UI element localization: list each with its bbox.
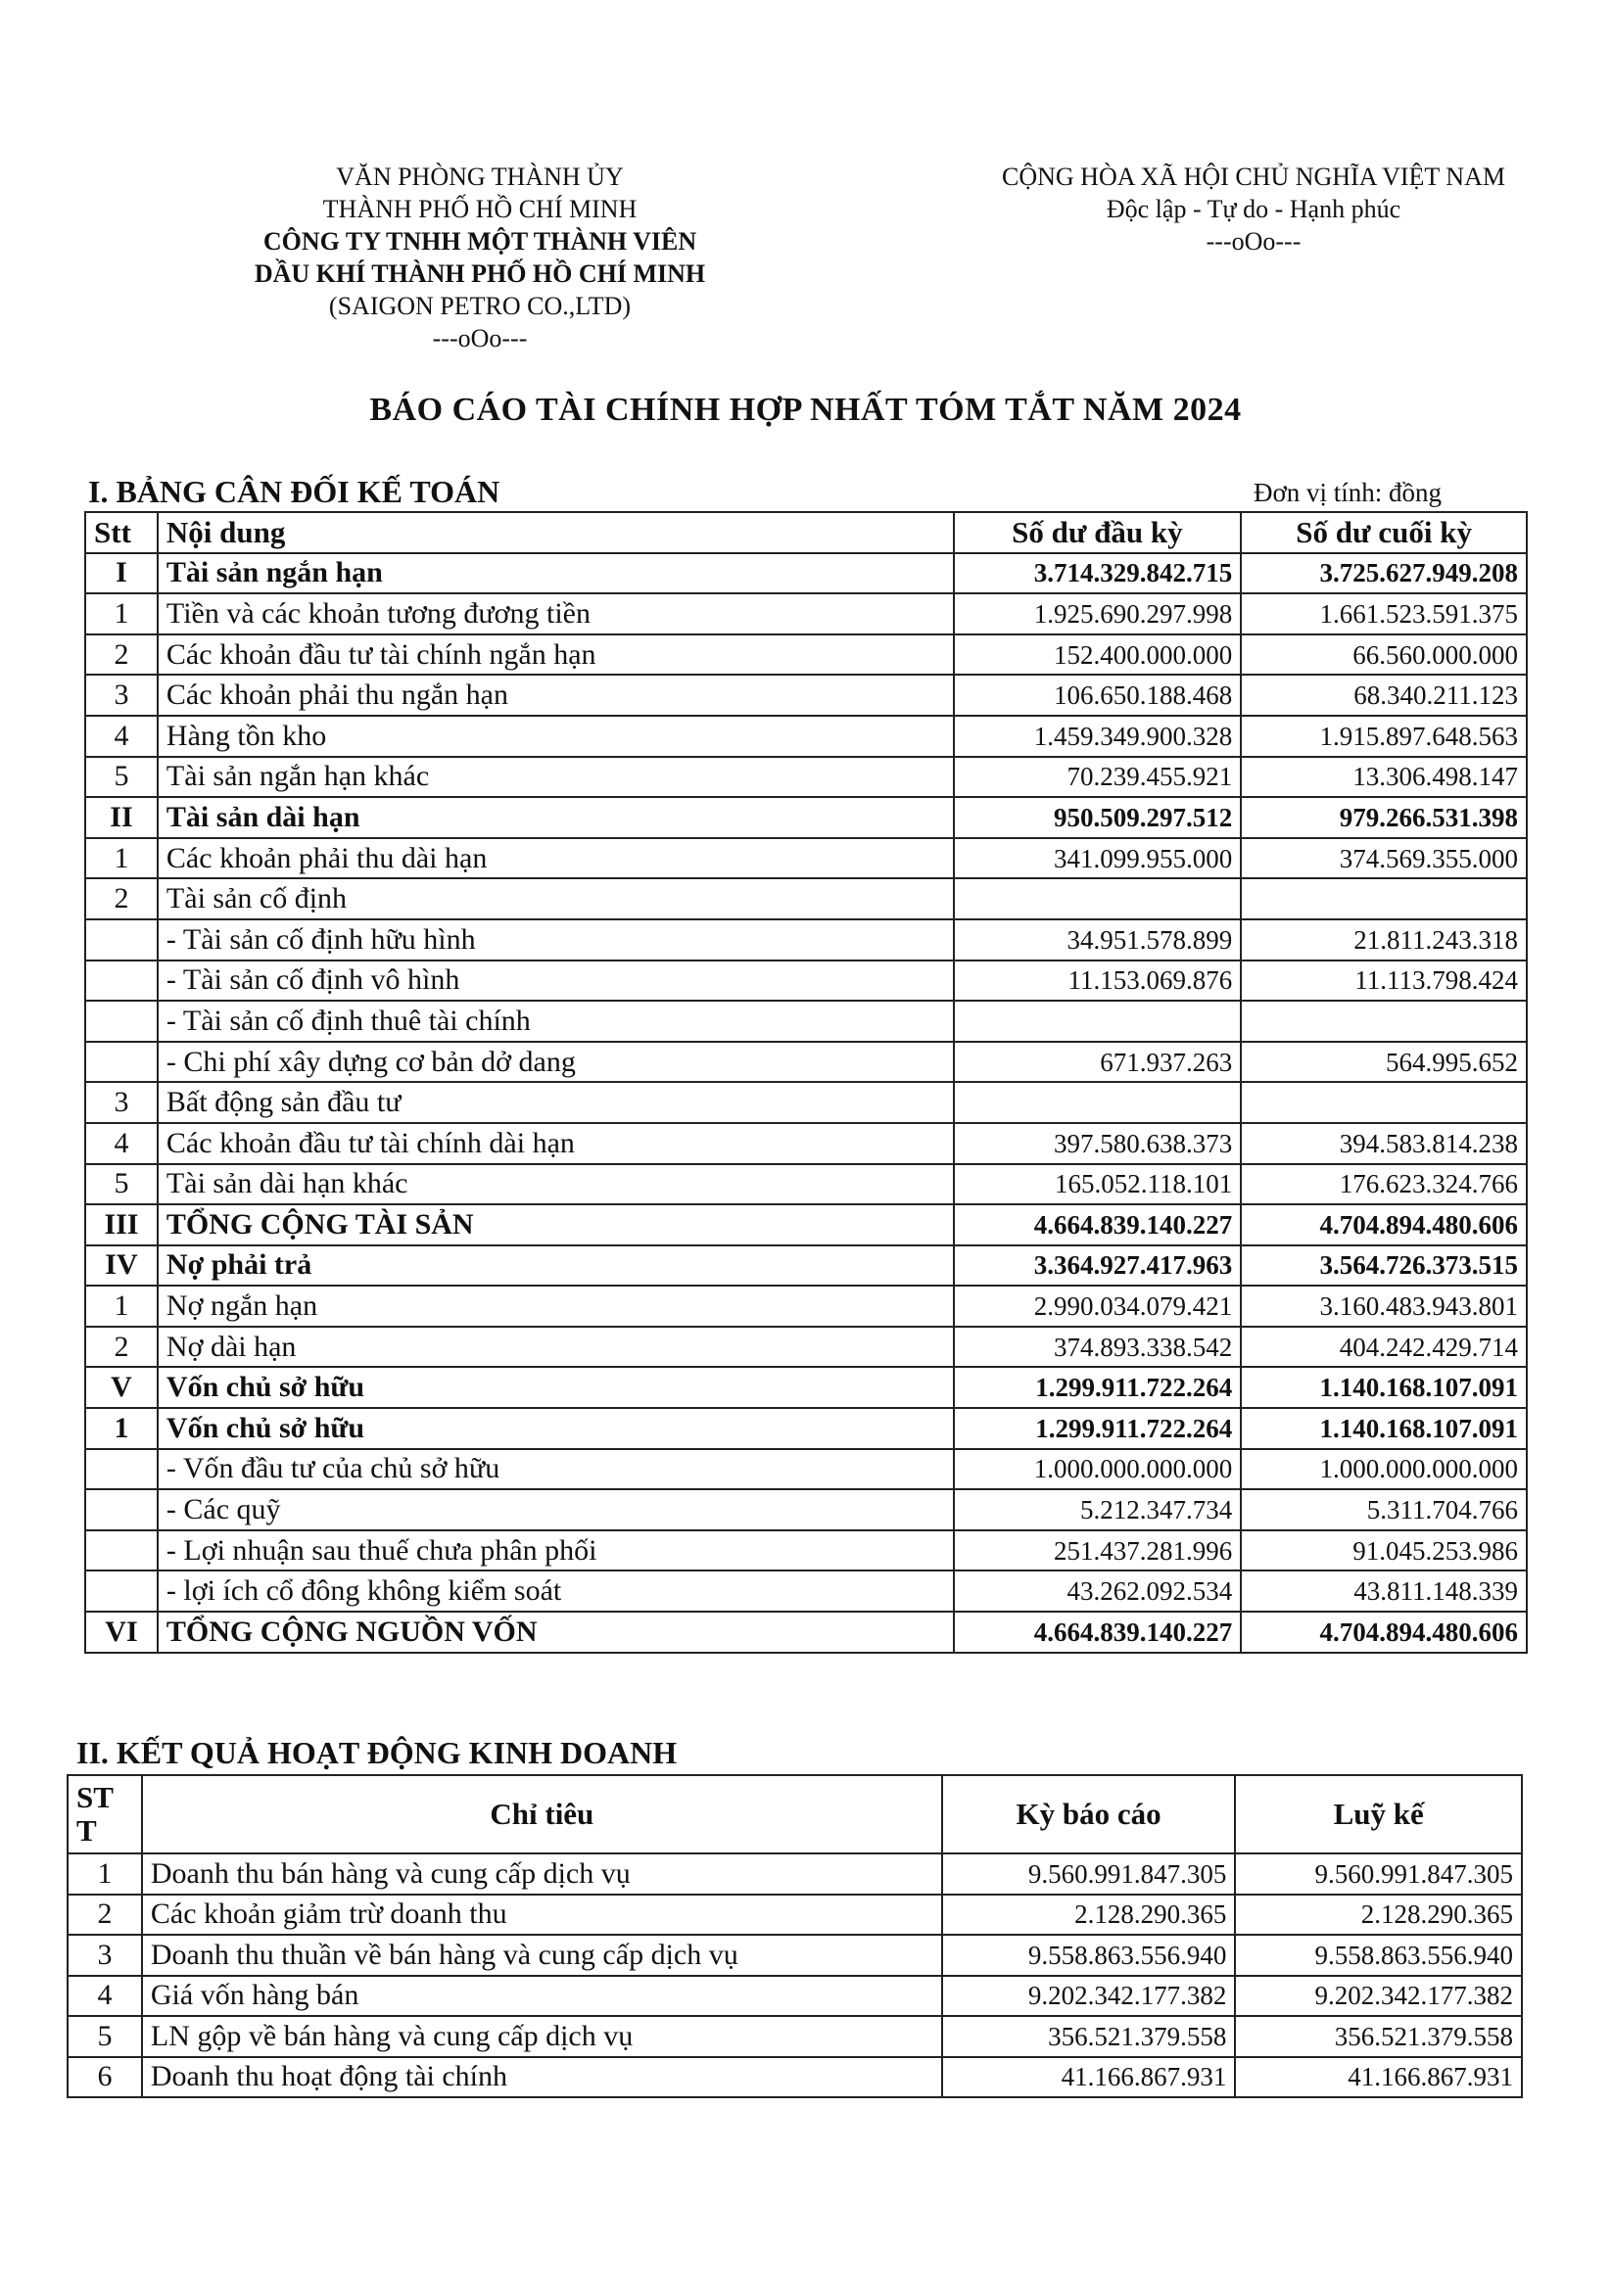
row-content: - Tài sản cố định vô hình (158, 961, 954, 1002)
balance-sheet-row (85, 757, 1527, 798)
row-cumulative: 9.558.863.556.940 (1235, 1935, 1522, 1976)
row-begin-balance: 950.509.297.512 (954, 797, 1242, 838)
row-indicator: Các khoản giảm trừ doanh thu (142, 1895, 942, 1936)
row-cumulative: 2.128.290.365 (1235, 1895, 1522, 1936)
row-stt: 6 (68, 2057, 142, 2098)
row-stt: 2 (85, 1327, 158, 1368)
header-stt-part-1: ST (76, 1780, 114, 1814)
income-statement-table (67, 1774, 1523, 2098)
row-stt (85, 1530, 158, 1571)
row-begin-balance: 1.000.000.000.000 (954, 1449, 1242, 1490)
row-content: - Tài sản cố định hữu hình (158, 919, 954, 961)
row-stt (85, 1042, 158, 1083)
row-stt: III (85, 1204, 158, 1245)
row-stt: 3 (85, 675, 158, 716)
row-content: - Chi phí xây dựng cơ bản dở dang (158, 1042, 954, 1083)
income-row (68, 1895, 1522, 1936)
balance-sheet-row (85, 634, 1527, 676)
header-end-balance: Số dư cuối kỳ (1241, 512, 1527, 553)
row-cumulative: 356.521.379.558 (1235, 2016, 1522, 2057)
row-begin-balance (954, 878, 1242, 919)
row-content: - lợi ích cổ đông không kiểm soát (158, 1570, 954, 1612)
balance-sheet-row (85, 1530, 1527, 1571)
row-stt: 5 (85, 1164, 158, 1205)
row-end-balance: 3.725.627.949.208 (1241, 553, 1527, 594)
row-cumulative: 9.202.342.177.382 (1235, 1976, 1522, 2017)
row-begin-balance: 34.951.578.899 (954, 919, 1242, 961)
row-reporting-period: 9.558.863.556.940 (942, 1935, 1236, 1976)
header-begin-balance: Số dư đầu kỳ (954, 512, 1242, 553)
issuer-company-line-2: DẦU KHÍ THÀNH PHỐ HỒ CHÍ MINH (254, 259, 706, 288)
row-stt: 4 (85, 1123, 158, 1164)
header-cumulative: Luỹ kế (1235, 1775, 1522, 1853)
row-end-balance: 3.160.483.943.801 (1241, 1286, 1527, 1327)
balance-sheet-row (85, 1245, 1527, 1287)
row-content: Nợ dài hạn (158, 1327, 954, 1368)
row-content: TỔNG CỘNG NGUỒN VỐN (158, 1612, 954, 1653)
issuer-header (245, 161, 715, 354)
row-content: Các khoản đầu tư tài chính dài hạn (158, 1123, 954, 1164)
row-content: Các khoản phải thu dài hạn (158, 838, 954, 879)
national-name: CỘNG HÒA XÃ HỘI CHỦ NGHĨA VIỆT NAM (1002, 163, 1505, 191)
balance-sheet-row (85, 716, 1527, 757)
row-stt (85, 919, 158, 961)
row-stt (85, 1489, 158, 1530)
row-end-balance: 43.811.148.339 (1241, 1570, 1527, 1612)
income-statement-title: II. KẾT QUẢ HOẠT ĐỘNG KINH DOANH (76, 1735, 678, 1770)
balance-sheet-row (85, 1286, 1527, 1327)
row-begin-balance: 5.212.347.734 (954, 1489, 1242, 1530)
income-row (68, 2057, 1522, 2098)
row-stt (85, 1001, 158, 1042)
issuer-line-2: THÀNH PHỐ HỒ CHÍ MINH (322, 195, 638, 223)
row-content: Tài sản dài hạn khác (158, 1164, 954, 1205)
row-stt: 2 (68, 1895, 142, 1936)
row-reporting-period: 9.202.342.177.382 (942, 1976, 1236, 2017)
header-content: Nội dung (158, 512, 954, 553)
row-content: Bất động sản đầu tư (158, 1082, 954, 1123)
balance-sheet-row (85, 1449, 1527, 1490)
header-reporting-period: Kỳ báo cáo (942, 1775, 1236, 1853)
row-content: - Vốn đầu tư của chủ sở hữu (158, 1449, 954, 1490)
row-stt: VI (85, 1612, 158, 1653)
income-row (68, 1853, 1522, 1895)
row-stt (85, 1449, 158, 1490)
row-indicator: Doanh thu hoạt động tài chính (142, 2057, 942, 2098)
balance-sheet-row (85, 1612, 1527, 1653)
balance-sheet-row (85, 1408, 1527, 1449)
balance-sheet-row (85, 838, 1527, 879)
row-content: Tiền và các khoản tương đương tiền (158, 593, 954, 634)
row-stt: V (85, 1367, 158, 1408)
row-indicator: Giá vốn hàng bán (142, 1976, 942, 2017)
income-row (68, 2016, 1522, 2057)
balance-sheet-row (85, 919, 1527, 961)
balance-sheet-row (85, 1082, 1527, 1123)
issuer-ornament: ---oOo--- (432, 324, 528, 352)
balance-sheet-title: I. BẢNG CÂN ĐỐI KẾ TOÁN (88, 474, 500, 509)
balance-sheet-header-row (85, 512, 1527, 553)
row-content: Các khoản phải thu ngắn hạn (158, 675, 954, 716)
row-begin-balance: 251.437.281.996 (954, 1530, 1242, 1571)
row-begin-balance: 4.664.839.140.227 (954, 1204, 1242, 1245)
row-begin-balance: 671.937.263 (954, 1042, 1242, 1083)
row-stt (85, 1570, 158, 1612)
row-end-balance: 66.560.000.000 (1241, 634, 1527, 676)
row-begin-balance: 43.262.092.534 (954, 1570, 1242, 1612)
row-end-balance: 564.995.652 (1241, 1042, 1527, 1083)
row-end-balance: 68.340.211.123 (1241, 675, 1527, 716)
row-stt: 5 (85, 757, 158, 798)
row-begin-balance: 106.650.188.468 (954, 675, 1242, 716)
row-end-balance: 4.704.894.480.606 (1241, 1612, 1527, 1653)
row-reporting-period: 41.166.867.931 (942, 2057, 1236, 2098)
row-end-balance: 3.564.726.373.515 (1241, 1245, 1527, 1287)
row-end-balance: 404.242.429.714 (1241, 1327, 1527, 1368)
row-stt: II (85, 797, 158, 838)
national-motto: Độc lập - Tự do - Hạnh phúc (1106, 195, 1401, 223)
balance-sheet-row (85, 1001, 1527, 1042)
row-end-balance: 11.113.798.424 (1241, 961, 1527, 1002)
report-title: BÁO CÁO TÀI CHÍNH HỢP NHẤT TÓM TẮT NĂM 2024 (369, 392, 1242, 428)
row-end-balance: 5.311.704.766 (1241, 1489, 1527, 1530)
row-begin-balance: 3.364.927.417.963 (954, 1245, 1242, 1287)
row-begin-balance: 1.299.911.722.264 (954, 1408, 1242, 1449)
row-begin-balance: 165.052.118.101 (954, 1164, 1242, 1205)
row-begin-balance (954, 1001, 1242, 1042)
row-stt: 1 (85, 593, 158, 634)
balance-sheet-row (85, 1570, 1527, 1612)
currency-unit: Đơn vị tính: đồng (1254, 478, 1443, 507)
row-begin-balance: 4.664.839.140.227 (954, 1612, 1242, 1653)
row-cumulative: 9.560.991.847.305 (1235, 1853, 1522, 1895)
row-reporting-period: 356.521.379.558 (942, 2016, 1236, 2057)
row-content: Các khoản đầu tư tài chính ngắn hạn (158, 634, 954, 676)
row-content: - Lợi nhuận sau thuế chưa phân phối (158, 1530, 954, 1571)
row-content: Tài sản ngắn hạn khác (158, 757, 954, 798)
issuer-english-name: (SAIGON PETRO CO.,LTD) (328, 292, 632, 320)
row-cumulative: 41.166.867.931 (1235, 2057, 1522, 2098)
row-begin-balance (954, 1082, 1242, 1123)
national-ornament: ---oOo--- (1206, 227, 1302, 256)
row-end-balance: 394.583.814.238 (1241, 1123, 1527, 1164)
row-begin-balance: 1.459.349.900.328 (954, 716, 1242, 757)
row-begin-balance: 152.400.000.000 (954, 634, 1242, 676)
row-stt: IV (85, 1245, 158, 1287)
row-reporting-period: 2.128.290.365 (942, 1895, 1236, 1936)
row-stt: 1 (85, 1286, 158, 1327)
row-begin-balance: 341.099.955.000 (954, 838, 1242, 879)
row-end-balance: 1.661.523.591.375 (1241, 593, 1527, 634)
income-header-row (68, 1775, 1522, 1853)
row-stt: 1 (68, 1853, 142, 1895)
row-indicator: Doanh thu bán hàng và cung cấp dịch vụ (142, 1853, 942, 1895)
balance-sheet-row (85, 675, 1527, 716)
balance-sheet-row (85, 1327, 1527, 1368)
row-stt: I (85, 553, 158, 594)
row-stt: 3 (68, 1935, 142, 1976)
balance-sheet-row (85, 1123, 1527, 1164)
row-content: Tài sản ngắn hạn (158, 553, 954, 594)
balance-sheet-row (85, 1367, 1527, 1408)
row-end-balance: 4.704.894.480.606 (1241, 1204, 1527, 1245)
balance-sheet-row (85, 878, 1527, 919)
row-reporting-period: 9.560.991.847.305 (942, 1853, 1236, 1895)
row-begin-balance: 397.580.638.373 (954, 1123, 1242, 1164)
row-stt: 1 (85, 1408, 158, 1449)
balance-sheet-row (85, 593, 1527, 634)
row-stt: 2 (85, 878, 158, 919)
row-begin-balance: 1.925.690.297.998 (954, 593, 1242, 634)
row-end-balance: 1.000.000.000.000 (1241, 1449, 1527, 1490)
balance-sheet-row (85, 1042, 1527, 1083)
row-begin-balance: 3.714.329.842.715 (954, 553, 1242, 594)
issuer-line-1: VĂN PHÒNG THÀNH ỦY (336, 163, 624, 191)
row-end-balance (1241, 1082, 1527, 1123)
balance-sheet-row (85, 1204, 1527, 1245)
income-row (68, 1976, 1522, 2017)
row-end-balance: 13.306.498.147 (1241, 757, 1527, 798)
row-stt: 1 (85, 838, 158, 879)
row-begin-balance: 374.893.338.542 (954, 1327, 1242, 1368)
row-begin-balance: 1.299.911.722.264 (954, 1367, 1242, 1408)
income-row (68, 1935, 1522, 1976)
balance-sheet-table (84, 511, 1528, 1654)
row-content: TỔNG CỘNG TÀI SẢN (158, 1204, 954, 1245)
row-stt: 2 (85, 634, 158, 676)
row-end-balance: 21.811.243.318 (1241, 919, 1527, 961)
balance-sheet-row (85, 961, 1527, 1002)
header-stt (68, 1775, 142, 1853)
row-end-balance: 1.915.897.648.563 (1241, 716, 1527, 757)
row-content: Nợ phải trả (158, 1245, 954, 1287)
row-content: Tài sản cố định (158, 878, 954, 919)
row-content: Vốn chủ sở hữu (158, 1367, 954, 1408)
balance-sheet-row (85, 553, 1527, 594)
row-stt: 4 (85, 716, 158, 757)
row-end-balance: 979.266.531.398 (1241, 797, 1527, 838)
header-stt: Stt (85, 512, 158, 553)
row-content: Tài sản dài hạn (158, 797, 954, 838)
row-begin-balance: 11.153.069.876 (954, 961, 1242, 1002)
row-end-balance: 1.140.168.107.091 (1241, 1367, 1527, 1408)
balance-sheet-row (85, 1489, 1527, 1530)
row-stt: 4 (68, 1976, 142, 2017)
issuer-company-line-1: CÔNG TY TNHH MỘT THÀNH VIÊN (262, 227, 697, 256)
row-content: Nợ ngắn hạn (158, 1286, 954, 1327)
row-stt (85, 961, 158, 1002)
row-content: Hàng tồn kho (158, 716, 954, 757)
row-begin-balance: 70.239.455.921 (954, 757, 1242, 798)
row-stt: 3 (85, 1082, 158, 1123)
national-header (960, 161, 1547, 258)
row-end-balance: 176.623.324.766 (1241, 1164, 1527, 1205)
row-end-balance: 91.045.253.986 (1241, 1530, 1527, 1571)
header-indicator: Chỉ tiêu (142, 1775, 942, 1853)
balance-sheet-row (85, 1164, 1527, 1205)
row-end-balance: 374.569.355.000 (1241, 838, 1527, 879)
row-end-balance (1241, 878, 1527, 919)
header-stt-part-2: T (76, 1813, 97, 1848)
row-content: - Tài sản cố định thuê tài chính (158, 1001, 954, 1042)
row-content: - Các quỹ (158, 1489, 954, 1530)
row-begin-balance: 2.990.034.079.421 (954, 1286, 1242, 1327)
row-end-balance (1241, 1001, 1527, 1042)
balance-sheet-row (85, 797, 1527, 838)
row-end-balance: 1.140.168.107.091 (1241, 1408, 1527, 1449)
row-content: Vốn chủ sở hữu (158, 1408, 954, 1449)
row-indicator: Doanh thu thuần về bán hàng và cung cấp dịch vụ (142, 1935, 942, 1976)
row-indicator: LN gộp về bán hàng và cung cấp dịch vụ (142, 2016, 942, 2057)
row-stt: 5 (68, 2016, 142, 2057)
